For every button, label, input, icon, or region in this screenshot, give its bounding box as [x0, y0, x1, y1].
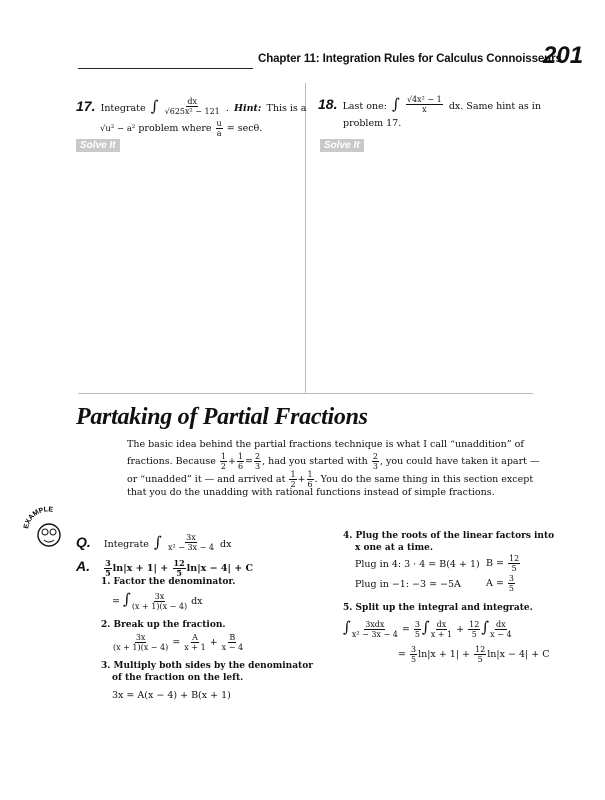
- section-title: Partaking of Partial Fractions: [76, 404, 368, 430]
- solve-it-badge: Solve It: [320, 139, 364, 152]
- plug-in-minus-1: Plug in −1: −3 = −5A: [355, 579, 461, 590]
- step-4-cont: x one at a time.: [355, 543, 433, 553]
- step-5-result: = $\frac{3}{5}$ ln|x + 1| + $\frac{12}{5}$ ln|x − 4| + C: [398, 645, 550, 664]
- chapter-title: Chapter 11: Integration Rules for Calculus Connoisseurs: [258, 53, 562, 65]
- problem-number: 18.: [318, 96, 338, 112]
- plug-in-minus-1-result: A = $\frac{3}{5}$: [486, 574, 514, 593]
- plug-in-4-result: B = $\frac{12}{5}$: [486, 554, 520, 573]
- step-5-equation: ∫ $\frac{\text{3xdx}}{\text{x² − 3x − 4}}$ = $\frac{3}{5}$ ∫ $\frac{dx}{x + 1}$ + $\frac{12}{5}$ ∫ $\frac{dx}{x - 4}$: [343, 618, 512, 639]
- problem-18: 18. Last one: ∫ $\frac{\text{√4x² − 1}}{x}$ dx. Same hint as in: [318, 95, 541, 114]
- step-3-cont: of the fraction on the left.: [112, 673, 244, 683]
- step-2: 2. Break up the fraction.: [101, 620, 226, 630]
- problem-17-line2: √u² − a² problem where $\frac{u}{a}$ = secθ.: [100, 119, 263, 138]
- integral-sign-icon: ∫: [392, 95, 400, 113]
- section-divider: [78, 393, 533, 394]
- step-4: 4. Plug the roots of the linear factors into: [343, 531, 555, 541]
- problem-number: 17.: [76, 98, 96, 114]
- integral-sign-icon: ∫: [154, 533, 162, 551]
- integral-sign-icon: ∫: [150, 97, 159, 115]
- page-number: 201: [543, 42, 584, 69]
- step-1-equation: = ∫ $\frac{3x}{(x + 1)(x - 4)}$ dx: [112, 590, 203, 611]
- example-question: Q. Integrate ∫ $\frac{3x}{\text{x² − 3x − 4}}$ dx: [76, 533, 232, 552]
- hint-text: This is a: [266, 103, 307, 114]
- example-icon: [22, 503, 72, 553]
- intro-line-4: that you do the unadding with rational functions instead of simple fractions.: [127, 487, 495, 498]
- integrand: $\frac{dx}{\text{√625x² − 121}}$: [164, 97, 220, 116]
- problem-intro: Last one:: [342, 101, 387, 112]
- problem-17: 17. Integrate ∫ $\frac{dx}{\text{√625x² − 121}}$ . Hint: This is a: [76, 97, 307, 116]
- plug-in-4: Plug in 4: 3 · 4 = B(4 + 1): [355, 559, 480, 570]
- solve-it-badge: Solve It: [76, 139, 120, 152]
- step-5: 5. Split up the integral and integrate.: [343, 603, 533, 613]
- problem-18-line2: problem 17.: [343, 118, 402, 129]
- step-1: 1. Factor the denominator.: [101, 577, 236, 587]
- svg-text:EXAMPLE: EXAMPLE: [22, 506, 54, 530]
- problem-intro: Integrate: [100, 103, 146, 114]
- step-3: 3. Multiply both sides by the denominator: [101, 661, 313, 671]
- step-2-equation: $\frac{3x}{(x + 1)(x - 4)}$ = $\frac{A}{x + 1}$ + $\frac{B}{x - 4}$: [113, 633, 244, 652]
- intro-line-2: fractions. Because $\frac{1}{2}$ + $\frac{1}{6}$ = $\frac{2}{3}$ , had you started with $\frac{2}{3}$ , you could have taken it apart —: [127, 452, 540, 471]
- header-rule: [78, 68, 253, 69]
- column-divider: [305, 83, 306, 393]
- example-answer: A. $\frac{3}{5}$ ln|x + 1| + $\frac{12}{5}$ ln|x − 4| + C: [76, 558, 254, 578]
- hint-label: Hint:: [234, 103, 262, 114]
- integrand: $\frac{\text{√4x² − 1}}{x}$: [406, 95, 442, 114]
- intro-line-3: or “unadded” it — and arrived at $\frac{1}{2}$ + $\frac{1}{6}$ . You do the same thing in this section except: [127, 470, 534, 489]
- step-3-equation: 3x = A(x − 4) + B(x + 1): [112, 690, 231, 701]
- intro-line-1: The basic idea behind the partial fractions technique is what I call “unaddition” of: [127, 439, 524, 450]
